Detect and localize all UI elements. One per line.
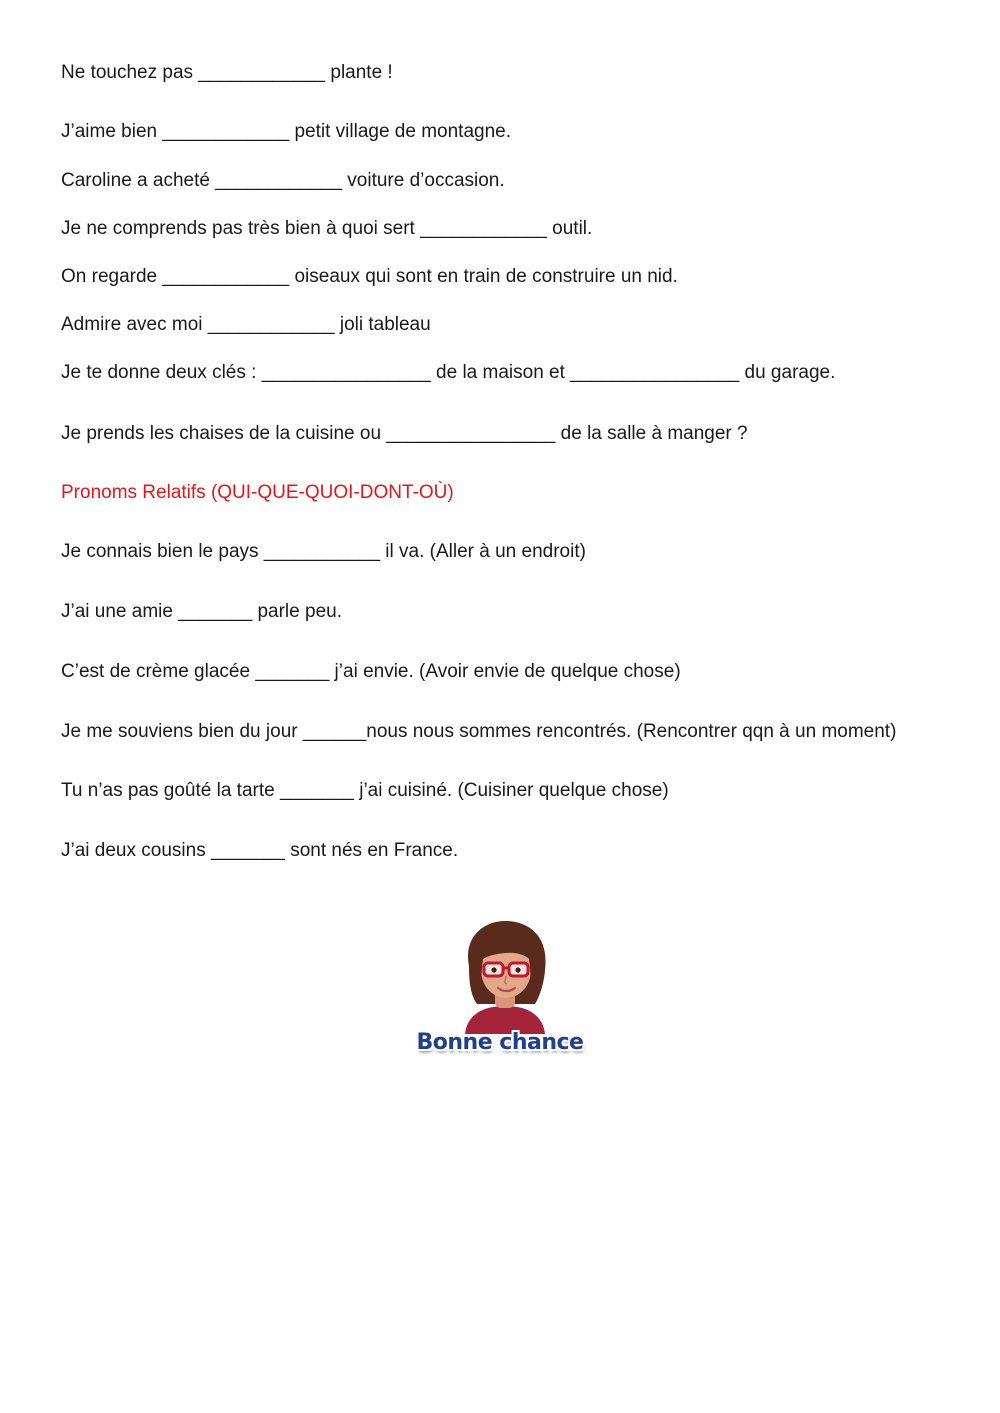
relative-sentence-5: Tu n’as pas goûté la tarte _______ j’ai cuisiné. (Cuisiner quelque chose): [61, 780, 669, 801]
relative-sentence-3: C’est de crème glacée _______ j’ai envie. (Avoir envie de quelque chose): [61, 661, 681, 682]
sentence-1: Ne touchez pas ____________ plante !: [61, 62, 393, 83]
relative-sentence-1: Je connais bien le pays ___________ il va. (Aller à un endroit): [61, 541, 586, 562]
sentence-7: Je te donne deux clés : ________________ de la maison et ________________ du garage.: [61, 362, 836, 383]
sentence-8: Je prends les chaises de la cuisine ou ________________ de la salle à manger ?: [61, 423, 748, 444]
sentence-4: Je ne comprends pas très bien à quoi sert ____________ outil.: [61, 218, 593, 239]
relative-sentence-4: Je me souviens bien du jour ______nous nous sommes rencontrés. (Rencontrer qqn à un moment): [61, 721, 897, 742]
relative-sentence-6: J’ai deux cousins _______ sont nés en France.: [61, 840, 459, 861]
avatar-illustration: [455, 918, 555, 1034]
sentence-3: Caroline a acheté ____________ voiture d’occasion.: [61, 170, 505, 191]
relative-sentence-2: J’ai une amie _______ parle peu.: [61, 601, 342, 622]
bonne-chance-caption: Bonne chance: [416, 1030, 584, 1055]
sentence-2: J’aime bien ____________ petit village de montagne.: [61, 121, 511, 142]
sentence-5: On regarde ____________ oiseaux qui sont en train de construire un nid.: [61, 266, 678, 287]
section-heading: Pronoms Relatifs (QUI-QUE-QUOI-DONT-OÙ): [61, 482, 454, 503]
sentence-6: Admire avec moi ____________ joli tableau: [61, 314, 431, 335]
